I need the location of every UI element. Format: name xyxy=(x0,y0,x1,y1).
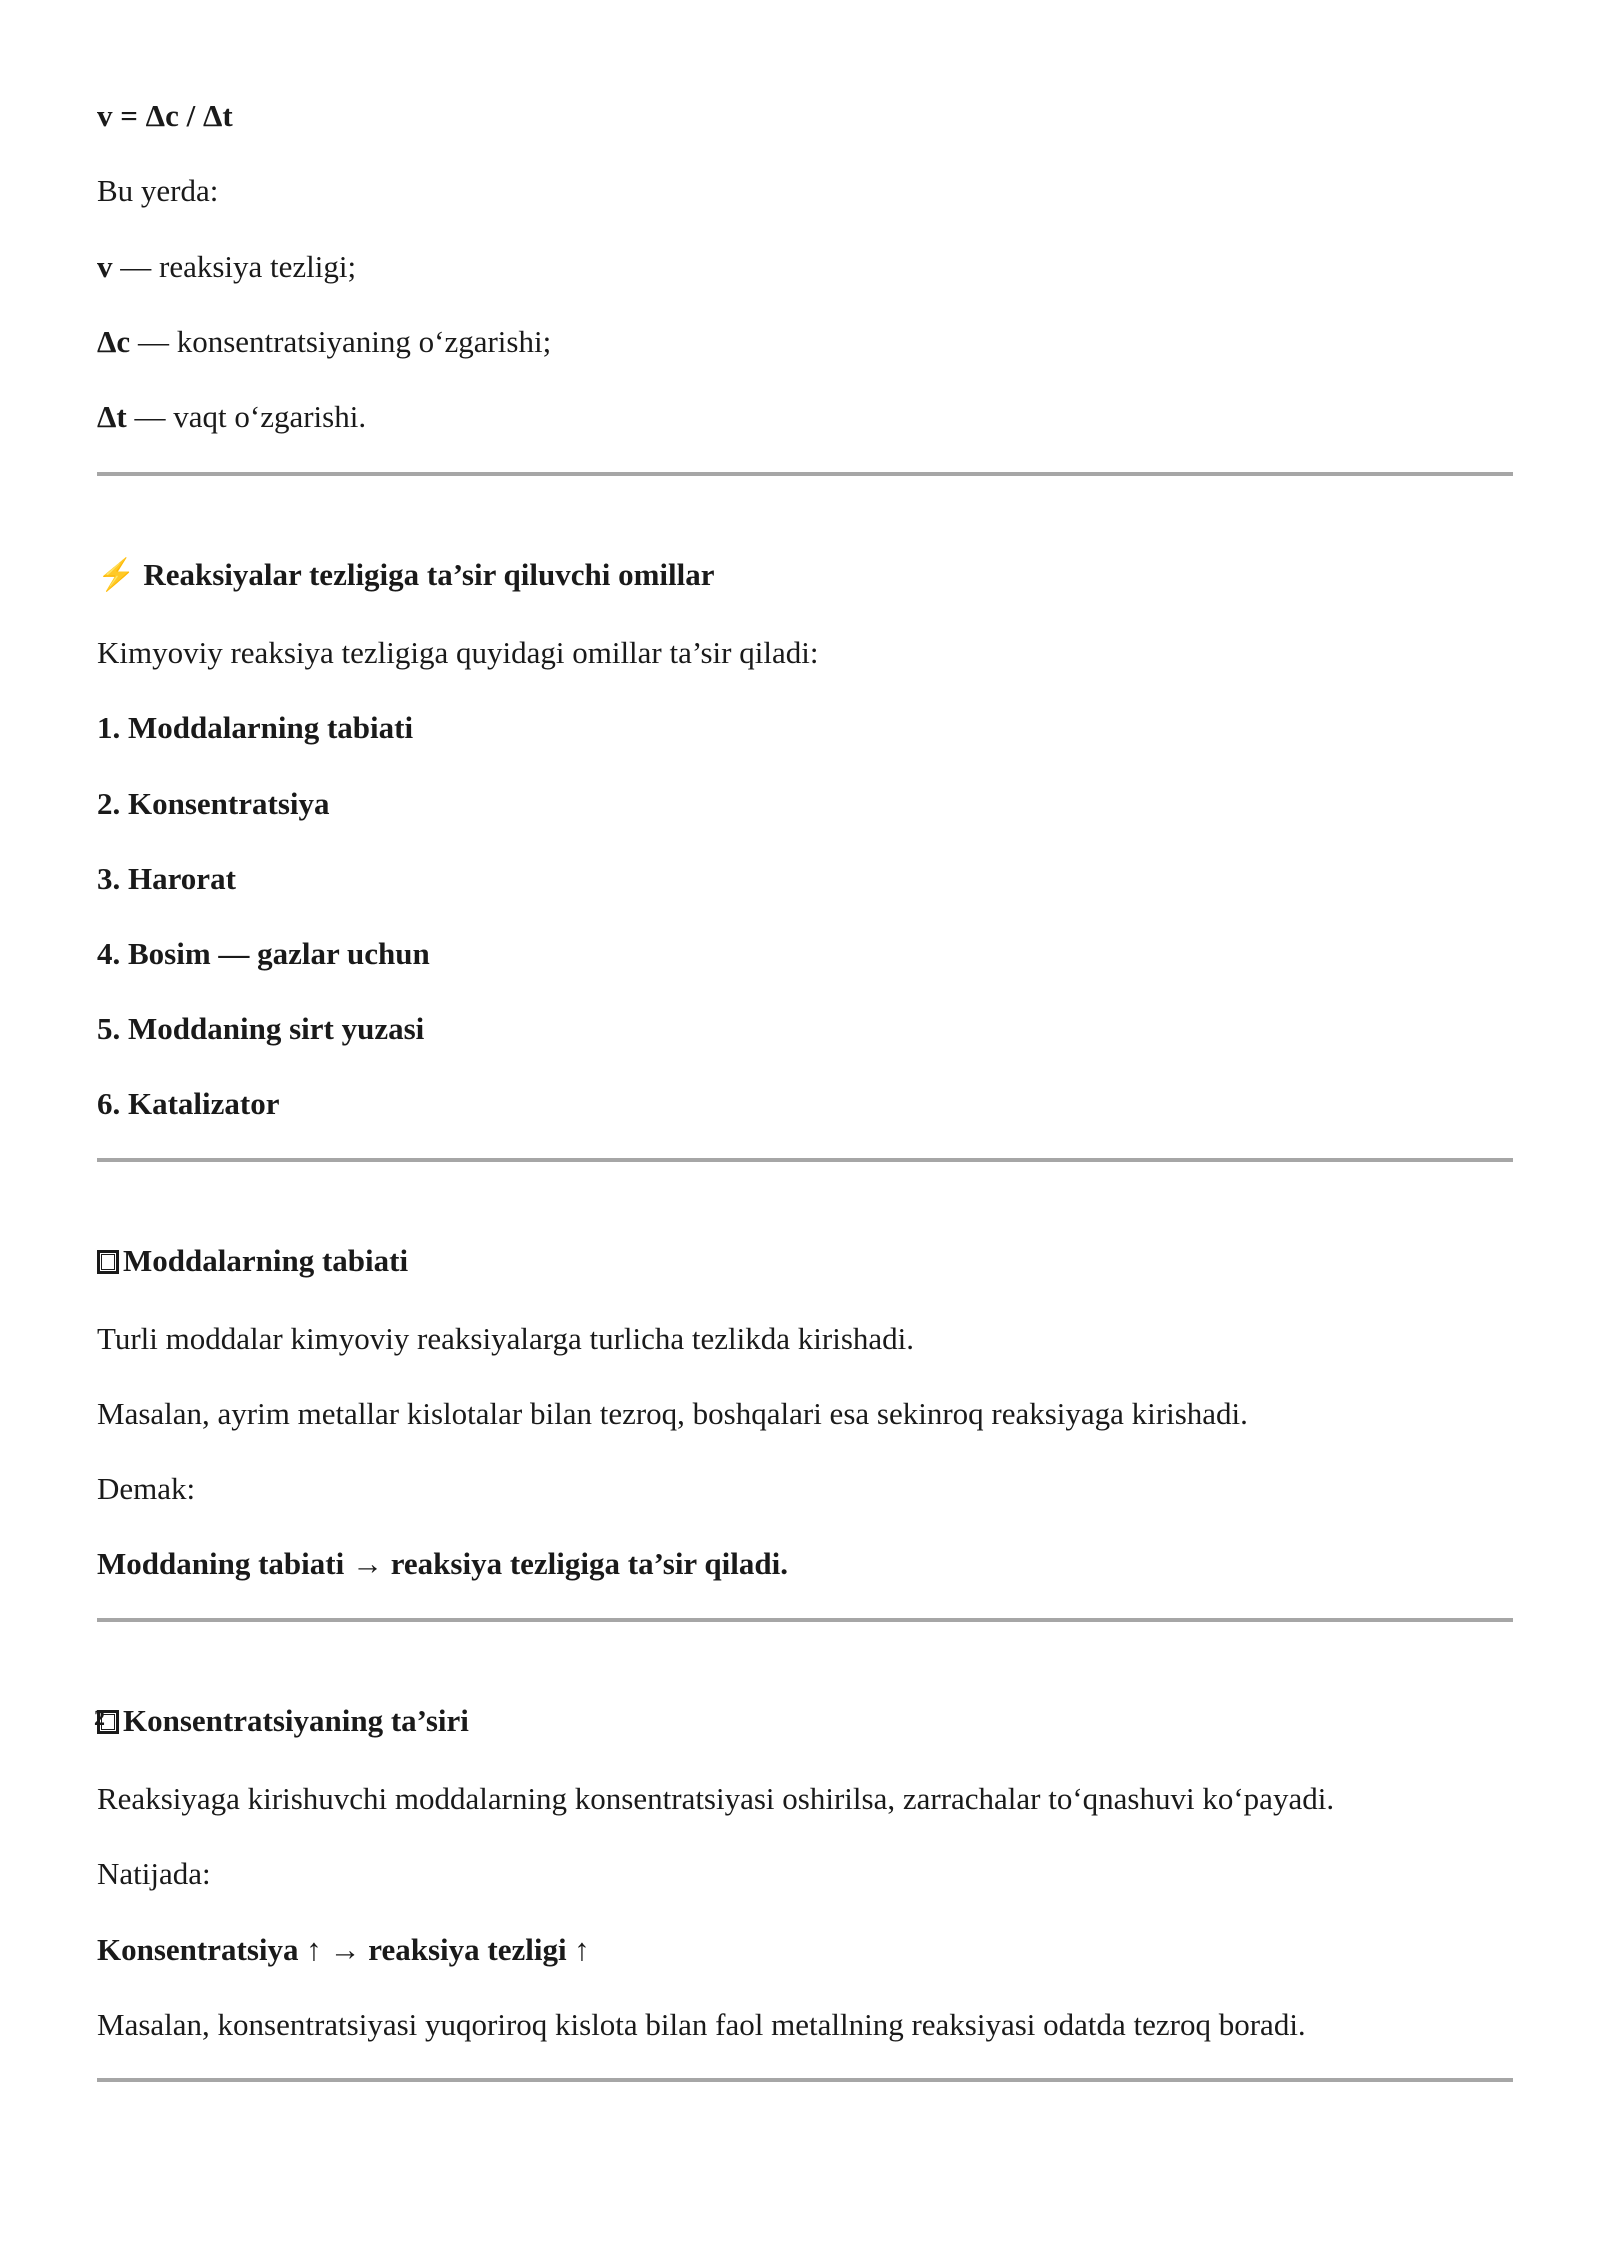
factor-item: 3. Harorat xyxy=(97,861,236,896)
definition-v xyxy=(97,249,356,285)
rate-formula: v = Δc / Δt xyxy=(97,98,233,133)
horizontal-divider xyxy=(97,1158,1513,1162)
horizontal-divider xyxy=(97,1618,1513,1622)
section1-paragraph: Demak: xyxy=(97,1471,196,1506)
definition-symbol: Δc xyxy=(97,324,131,359)
section1-heading xyxy=(97,1243,408,1279)
factor-item: 4. Bosim — gazlar uchun xyxy=(97,936,430,971)
square-two-icon xyxy=(97,1710,119,1734)
factor-item: 5. Moddaning sirt yuzasi xyxy=(97,1011,425,1046)
definition-text: — reaksiya tezligi; xyxy=(112,249,357,284)
horizontal-divider xyxy=(97,2078,1513,2082)
lightning-icon: ⚡ xyxy=(97,557,136,592)
factor-item: 6. Katalizator xyxy=(97,1086,280,1121)
section2-conclusion: Konsentratsiya ↑ → reaksiya tezligi ↑ xyxy=(97,1932,590,1967)
section2-paragraph: Natijada: xyxy=(97,1856,211,1891)
definition-delta-t xyxy=(97,399,366,435)
section1-paragraph: Masalan, ayrim metallar kislotalar bilan tezroq, boshqalari esa sekinroq reaksiyaga kirishadi. xyxy=(97,1396,1248,1431)
factors-intro: Kimyoviy reaksiya tezligiga quyidagi omillar ta’sir qiladi: xyxy=(97,635,819,670)
definition-symbol: v xyxy=(97,249,113,284)
factor-item: 1. Moddalarning tabiati xyxy=(97,710,414,745)
definitions-intro: Bu yerda: xyxy=(97,173,219,208)
horizontal-divider xyxy=(97,472,1513,476)
section2-heading-text: Konsentratsiyaning ta’siri xyxy=(123,1703,469,1738)
section1-conclusion: Moddaning tabiati → reaksiya tezligiga ta’sir qiladi. xyxy=(97,1546,788,1581)
definition-symbol: Δt xyxy=(97,399,127,434)
factor-item: 2. Konsentratsiya xyxy=(97,786,330,821)
definition-text: — konsentratsiyaning o‘zgarishi; xyxy=(130,324,552,359)
section1-paragraph: Turli moddalar kimyoviy reaksiyalarga turlicha tezlikda kirishadi. xyxy=(97,1321,915,1356)
section2-paragraph: Reaksiyaga kirishuvchi moddalarning konsentratsiyasi oshirilsa, zarrachalar to‘qnashuvi ko‘payadi. xyxy=(97,1781,1335,1816)
definition-delta-c xyxy=(97,324,551,360)
factors-heading xyxy=(97,557,715,593)
section1-heading-text: Moddalarning tabiati xyxy=(123,1243,409,1278)
factors-heading-text: Reaksiyalar tezligiga ta’sir qiluvchi omillar xyxy=(143,557,715,592)
definition-text: — vaqt o‘zgarishi. xyxy=(126,399,367,434)
section2-paragraph: Masalan, konsentratsiyasi yuqoriroq kislota bilan faol metallning reaksiyasi odatda tezroq boradi. xyxy=(97,2007,1306,2042)
square-icon xyxy=(97,1250,119,1274)
section2-heading xyxy=(97,1703,469,1739)
